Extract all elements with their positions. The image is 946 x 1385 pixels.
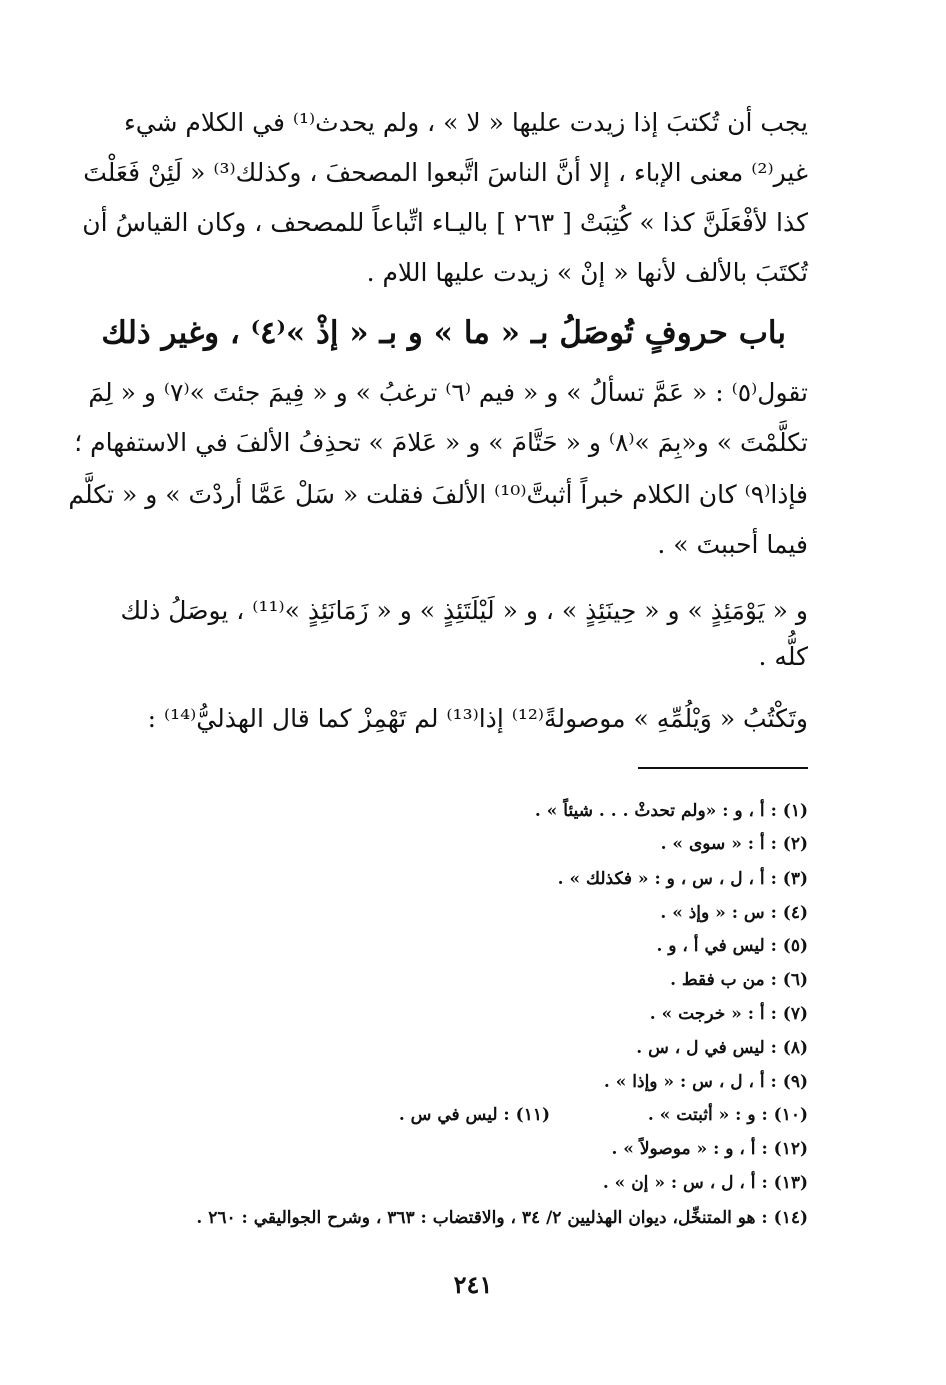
footnote: (١) : أ ، و : «ولم تحدثْ . . . شيئاً » .	[534, 801, 808, 821]
footnote: (٣) : أ ، ل ، س ، و : « فكذلك » .	[557, 869, 808, 889]
footnote: (١٣) : أ ، ل ، س : « إن » .	[602, 1173, 808, 1193]
footnote: (٤) : س : « وإذ » .	[660, 903, 808, 923]
footnote: (١٤) : هو المتنخِّل، ديوان الهذليين ٢/ ٣٤ ، والاقتضاب : ٣٦٣ ، وشرح الجواليقي : ٢٦٠ .	[196, 1208, 808, 1228]
body-line: تكلَّمْتَ » و«بِمَ »⁽٨⁾ و « حَتَّامَ » و « عَلامَ » تحذِفُ الألفَ في الاستفهام ؛	[74, 428, 808, 457]
body-line: و « يَوْمَئِذٍ » و « حِينَئِذٍ » ، و « لَيْلَتَئِذٍ » و « زَمَانَئِذٍ »⁽¹¹⁾ ، يوصَلُ ذلك	[120, 596, 808, 625]
body-line: يجب أن تُكتبَ إذا زيدت عليها « لا » ، ولم يحدث⁽¹⁾ في الكلام شيء	[123, 108, 808, 137]
footnote: (٢) : أ : « سوى » .	[660, 834, 808, 854]
body-line: كذا لأفْعَلَنَّ كذا » كُتِبَتْ [ ٢٦٣ ] باليـاء اتِّباعاً للمصحف ، وكان القياسُ أن	[82, 208, 808, 237]
body-line: غير⁽²⁾ معنى الإباء ، إلا أنَّ الناسَ اتَّبعوا المصحفَ ، وكذلك⁽³⁾ « لَئِنْ فَعَلْتَ	[83, 158, 808, 187]
footnote: (٦) : من ب فقط .	[670, 970, 808, 990]
footnote-separator	[638, 767, 808, 769]
body-line: تقول⁽٥⁾ : « عَمَّ تسألُ » و « فيم ⁽٦⁾ ترغبُ » و « فِيمَ جئتَ »⁽٧⁾ و « لِمَ	[88, 378, 808, 407]
body-line: فيما أحببتَ » .	[657, 530, 808, 559]
footnote: (٩) : أ ، ل ، س : « وإذا » .	[603, 1072, 808, 1092]
footnote: (١٢) : أ ، و : « موصولاً » .	[611, 1139, 808, 1159]
body-line: كلُّه .	[758, 642, 808, 671]
footnote: (١١) : ليس في س .	[398, 1105, 550, 1125]
footnote: (٥) : ليس في أ ، و .	[656, 936, 808, 956]
body-line: تُكتَبَ بالألف لأنها « إنْ » زيدت عليها اللام .	[366, 258, 808, 287]
footnote: (١٠) : و : « أثبتت » .	[647, 1105, 808, 1125]
footnote: (٧) : أ : « خرجت » .	[649, 1004, 808, 1024]
body-line: فإذا⁽٩⁾ كان الكلام خبراً أثبتَّ⁽¹⁰⁾ الألفَ فقلت « سَلْ عَمَّا أردْتَ » و « تكلَّم	[68, 480, 808, 509]
footnote: (٨) : ليس في ل ، س .	[636, 1038, 808, 1058]
section-heading: باب حروفٍ تُوصَلُ بـ « ما » و بـ « إذْ »⁽٤⁾ ، وغير ذلك	[101, 315, 786, 351]
body-line: وتَكْتُبُ « وَيْلُمِّهِ » موصولةً⁽¹²⁾ إذا⁽¹³⁾ لم تَهْمِزْ كما قال الهذليُّ⁽¹⁴⁾ :	[147, 704, 808, 733]
page-number: ٢٤١	[453, 1270, 493, 1299]
